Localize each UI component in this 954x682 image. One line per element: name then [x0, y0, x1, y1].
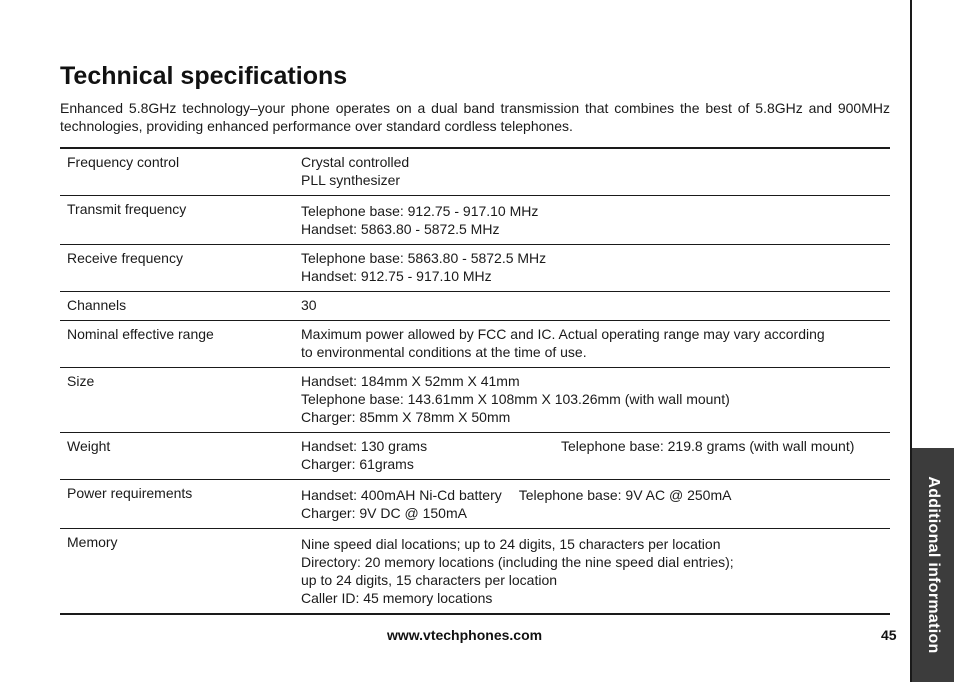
spec-value: [301, 292, 890, 321]
spec-value-line: Handset: 912.75 - 917.10 MHz: [301, 268, 492, 284]
spec-value-line: Crystal controlled: [301, 154, 410, 170]
spec-value: [301, 480, 890, 529]
spec-value-pair: [301, 437, 884, 455]
spec-row: [60, 196, 890, 245]
page-title: Technical specifications: [60, 62, 348, 90]
spec-value: [301, 433, 890, 480]
spec-label: Nominal effective range: [67, 326, 214, 342]
spec-label: Size: [67, 373, 95, 389]
spec-value-pair: [301, 486, 884, 504]
spec-row: [60, 529, 890, 615]
spec-row: [60, 368, 890, 433]
spec-value-line: Maximum power allowed by FCC and IC. Actual operating range may vary according: [301, 326, 825, 342]
page-number: 45: [881, 627, 897, 643]
spec-row: [60, 292, 890, 321]
spec-row: [60, 245, 890, 292]
spec-value: [301, 529, 890, 615]
spec-value-line: Charger: 9V DC @ 150mA: [301, 505, 467, 521]
spec-value-line: Charger: 61grams: [301, 456, 414, 472]
spec-label: Power requirements: [67, 485, 193, 501]
spec-row: [60, 480, 890, 529]
spec-row: [60, 148, 890, 196]
spec-value: [301, 245, 890, 292]
spec-value-line: PLL synthesizer: [301, 172, 401, 188]
spec-value-line: to environmental conditions at the time of use.: [301, 344, 587, 360]
spec-value: [301, 196, 890, 245]
spec-label: Channels: [67, 297, 127, 313]
spec-value-line: Handset: 5863.80 - 5872.5 MHz: [301, 221, 500, 237]
spec-label: Frequency control: [67, 154, 180, 170]
spec-value-line: up to 24 digits, 15 characters per location: [301, 572, 558, 588]
spec-value-line: Nine speed dial locations; up to 24 digits, 15 characters per location: [301, 536, 721, 552]
spec-row: [60, 433, 890, 480]
side-tab-label: Additional information: [925, 476, 942, 654]
spec-value-line: Telephone base: 143.61mm X 108mm X 103.26mm (with wall mount): [301, 391, 730, 407]
spec-value-line: Telephone base: 912.75 - 917.10 MHz: [301, 203, 539, 219]
section-side-tab: [912, 448, 954, 682]
spec-value-line: Telephone base: 219.8 grams (with wall mount): [561, 438, 855, 454]
spec-value-line: Directory: 20 memory locations (including the nine speed dial entries);: [301, 554, 734, 570]
spec-row: [60, 321, 890, 368]
spec-value: [301, 368, 890, 433]
spec-value: [301, 148, 890, 196]
intro-paragraph: Enhanced 5.8GHz technology–your phone operates on a dual band transmission that combines the best of 5.8GHz and 900MHz technologies, providing enhanced performance over standard cordless telephones.: [60, 100, 890, 134]
spec-value-line: Handset: 184mm X 52mm X 41mm: [301, 373, 520, 389]
spec-label: Memory: [67, 534, 118, 550]
spec-table: [60, 147, 890, 615]
spec-label: Receive frequency: [67, 250, 183, 266]
spec-value-line: Handset: 400mAH Ni-Cd battery: [301, 487, 502, 503]
spec-value-line: Telephone base: 9V AC @ 250mA: [518, 487, 732, 503]
spec-value-line: Charger: 85mm X 78mm X 50mm: [301, 409, 511, 425]
footer-url: www.vtechphones.com: [387, 627, 543, 643]
spec-label: Weight: [67, 438, 111, 454]
spec-value: [301, 321, 890, 368]
spec-value-line: 30: [301, 297, 317, 313]
spec-value-line: Handset: 130 grams: [301, 438, 428, 454]
spec-value-line: Caller ID: 45 memory locations: [301, 590, 493, 606]
spec-label: Transmit frequency: [67, 201, 187, 217]
spec-value-line: Telephone base: 5863.80 - 5872.5 MHz: [301, 250, 547, 266]
